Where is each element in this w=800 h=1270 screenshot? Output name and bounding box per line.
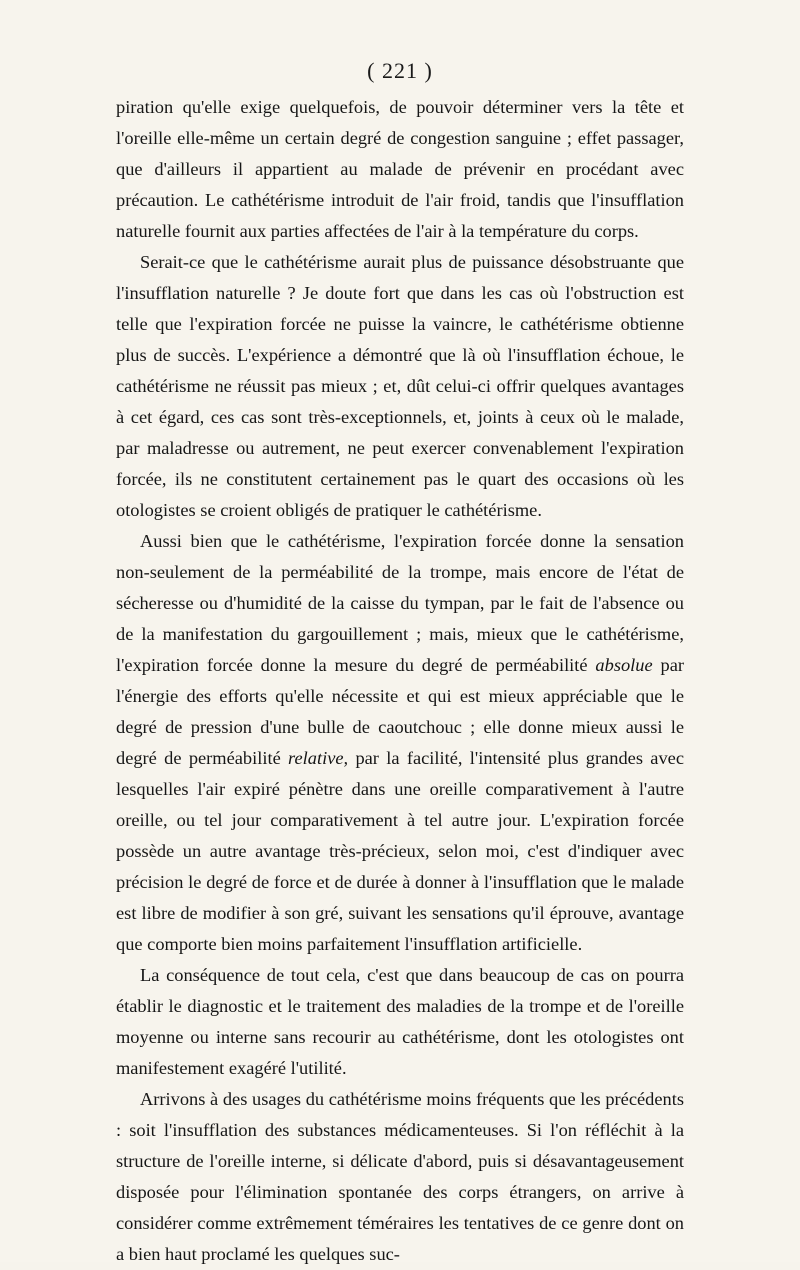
paragraph-3-part-2: par l'énergie des efforts qu'elle nécessite et qui est mieux appréciable que le degré de pression d'une bulle de caoutchouc ; elle donne mieux aussi le degré de perméabilité [116, 655, 684, 768]
paragraph-2: Serait-ce que le cathétérisme aurait plus de puissance désobstruante que l'insufflation naturelle ? Je doute fort que dans les cas où l'obstruction est telle que l'expiration forcée ne puisse la vaincre, le cathétérisme obtienne plus de succès. L'expérience a démontré que là où l'insufflation échoue, le cathétérisme ne réussit pas mieux ; et, dût celui-ci offrir quelques avantages à cet égard, ces cas sont très-exceptionnels, et, joints à ceux où le malade, par maladresse ou autrement, ne peut exercer convenablement l'expiration forcée, ils ne constitutent certainement pas le quart des occasions où les otologistes se croient obligés de pratiquer le cathétérisme. [116, 252, 684, 520]
page-number: ( 221 ) [367, 58, 433, 83]
paragraph-3-part-1: Aussi bien que le cathétérisme, l'expiration forcée donne la sensation non-seulement de la perméabilité de la trompe, mais encore de l'état de sécheresse ou d'humidité de la caisse du tympan, par le fait de l'absence ou de la manifestation du gargouillement ; mais, mieux que le cathétérisme, l'expiration forcée donne la mesure du degré de perméabilité [116, 531, 684, 675]
paragraph-3-part-3: par la facilité, l'intensité plus grandes avec lesquelles l'air expiré pénètre dans une oreille comparativement à l'autre oreille, ou tel jour comparativement à tel autre jour. L'expiration forcée possède un autre avantage très-précieux, selon moi, c'est d'indiquer avec précision le degré de force et de durée à donner à l'insufflation que le malade est libre de modifier à son gré, suivant les sensations qu'il éprouve, avantage que comporte bien moins parfaitement l'insufflation artificielle. [116, 748, 684, 954]
paragraph-1: piration qu'elle exige quelquefois, de pouvoir déterminer vers la tête et l'oreille elle-même un certain degré de congestion sanguine ; effet passager, que d'ailleurs il appartient au malade de prévenir en procédant avec précaution. Le cathétérisme introduit de l'air froid, tandis que l'insufflation naturelle fournit aux parties affectées de l'air à la température du corps. [116, 97, 684, 241]
body-text [116, 92, 684, 1270]
paragraph-5: Arrivons à des usages du cathétérisme moins fréquents que les précédents : soit l'insufflation des substances médicamenteuses. Si l'on réfléchit à la structure de l'oreille interne, si délicate d'abord, puis si désavantageusement disposée pour l'élimination spontanée des corps étrangers, on arrive à considérer comme extrêmement téméraires les tentatives de ce genre dont on a bien haut proclamé les quelques suc- [116, 1089, 684, 1264]
paragraph-4: La conséquence de tout cela, c'est que dans beaucoup de cas on pourra établir le diagnostic et le traitement des maladies de la trompe et de l'oreille moyenne ou interne sans recourir au cathétérisme, dont les otologistes ont manifestement exagéré l'utilité. [116, 965, 684, 1078]
emphasis-relative: relative, [288, 748, 349, 768]
emphasis-absolue: absolue [595, 655, 653, 675]
paragraph-3 [116, 526, 684, 960]
